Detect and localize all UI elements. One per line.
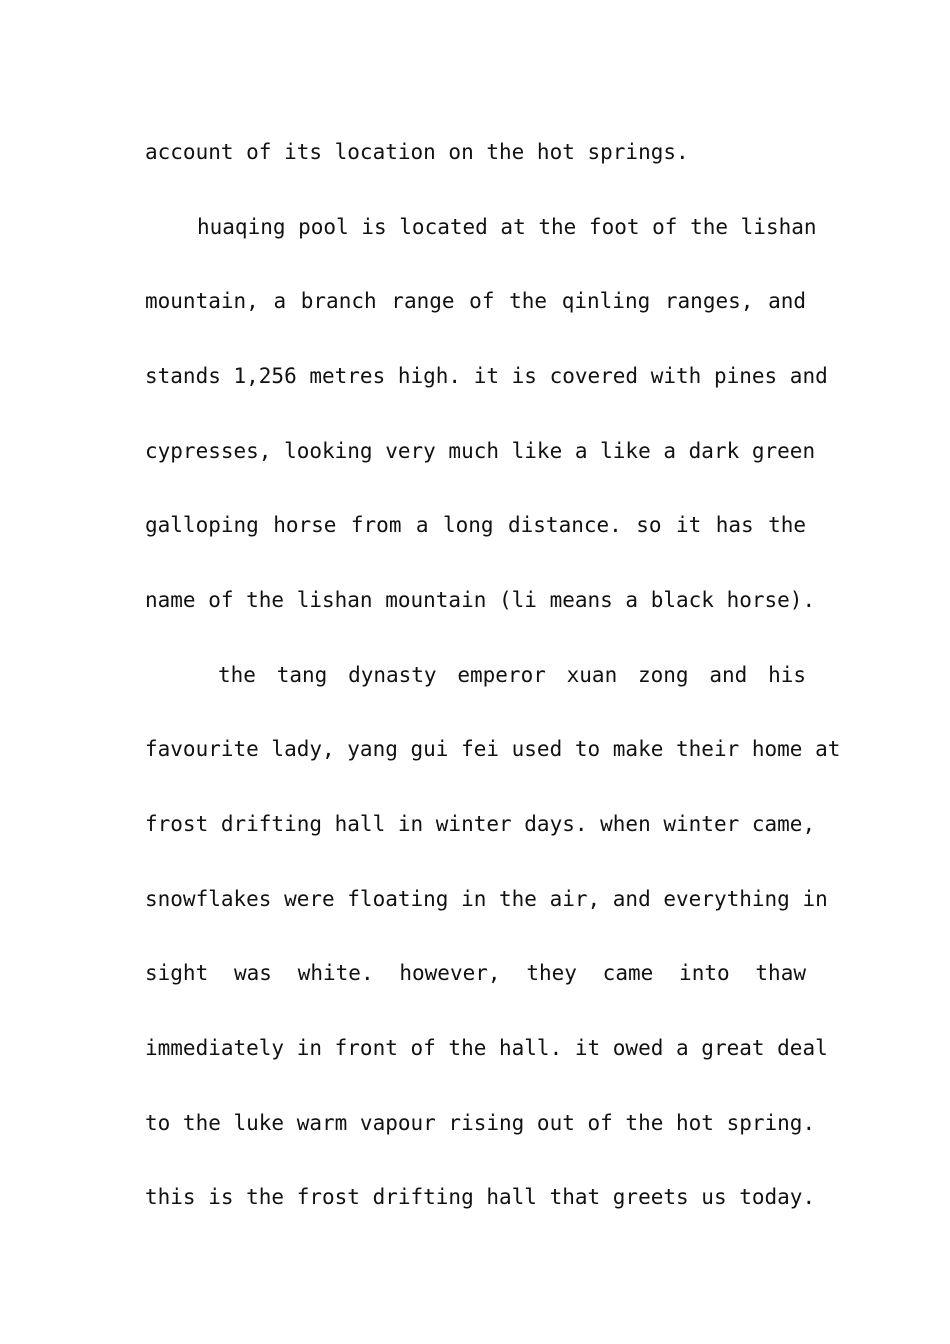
text-line-5: cypresses, looking very much like a like a dark green [145, 439, 816, 463]
text-line-13: immediately in front of the hall. it owed a great deal [145, 1036, 828, 1060]
text-line-3: mountain, a branch range of the qinling ranges, and [145, 289, 806, 313]
paragraph-2-first-line: huaqing pool is located at the foot of the lishan [197, 215, 817, 239]
text-line-14: to the luke warm vapour rising out of the hot spring. [145, 1111, 816, 1135]
text-line-11: snowflakes were floating in the air, and everything in [145, 887, 828, 911]
text-line-4: stands 1,256 metres high. it is covered with pines and [145, 364, 828, 388]
text-line-1: account of its location on the hot springs. [145, 140, 689, 164]
text-line-10: frost drifting hall in winter days. when winter came, [145, 812, 816, 836]
text-line-12: sight was white. however, they came into thaw [145, 961, 806, 985]
text-line-15: this is the frost drifting hall that greets us today. [145, 1185, 816, 1209]
text-line-9: favourite lady, yang gui fei used to make their home at [145, 737, 841, 761]
text-line-7: name of the lishan mountain (li means a black horse). [145, 588, 816, 612]
text-line-6: galloping horse from a long distance. so it has the [145, 513, 806, 537]
paragraph-3-first-line: the tang dynasty emperor xuan zong and his [218, 663, 806, 687]
